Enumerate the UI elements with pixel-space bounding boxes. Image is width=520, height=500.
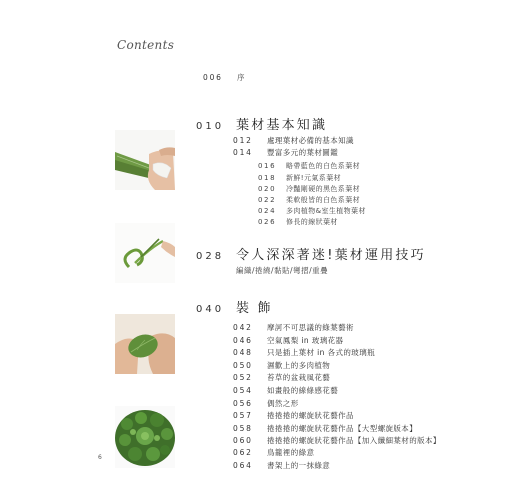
section-page-number: 010 <box>196 121 225 132</box>
entry-page-number: 046 <box>233 336 253 345</box>
entry-page-number: 020 <box>258 185 277 193</box>
toc-entry-preface[interactable] <box>203 72 245 83</box>
toc-entry[interactable] <box>233 385 338 396</box>
toc-entry[interactable] <box>233 460 330 471</box>
entry-title: 捲捲捲的螺旋狀花藝作品 <box>267 411 354 420</box>
entry-title: 豐富多元的葉材圖鑑 <box>267 148 339 157</box>
toc-entry[interactable] <box>233 335 343 346</box>
toc-subentry[interactable] <box>258 161 360 171</box>
toc-entry[interactable] <box>233 423 417 434</box>
entry-title: 處理葉材必備的基本知識 <box>267 136 354 145</box>
page-number-label: 006 <box>203 73 223 82</box>
contents-heading: Contents <box>117 38 175 52</box>
photo-curled-leaf <box>115 223 175 283</box>
toc-subentry[interactable] <box>258 184 360 194</box>
entry-title: 略帶藍色的白色系葉材 <box>286 162 360 170</box>
entry-page-number: 054 <box>233 386 253 395</box>
entry-page-number: 052 <box>233 373 253 382</box>
section-title: 令人深深著迷!葉材運用技巧 <box>236 248 426 263</box>
entry-title: 新鮮!元氣系葉材 <box>286 174 342 182</box>
entry-page-number: 057 <box>233 411 253 420</box>
toc-subentry[interactable] <box>258 217 338 227</box>
entry-title: 柔軟般皆的白色系葉材 <box>286 196 360 204</box>
page-number: 6 <box>98 454 102 461</box>
entry-page-number: 056 <box>233 399 253 408</box>
photo-hand-with-leaves <box>115 130 175 190</box>
toc-subentry[interactable] <box>258 195 360 205</box>
entry-title: 空氣鳳梨 in 玻璃花器 <box>267 336 344 345</box>
entry-title: 冷豔剛硬的黑色系葉材 <box>286 185 360 193</box>
entry-title: 只是插上葉材 in 各式的玻璃瓶 <box>267 348 376 357</box>
photo-hands-with-leaf <box>115 314 175 374</box>
section-page-number: 040 <box>196 304 225 315</box>
toc-subentry[interactable] <box>258 206 366 216</box>
toc-entry[interactable] <box>233 435 441 446</box>
entry-page-number: 022 <box>258 196 277 204</box>
entry-title: 濕歡上的多肉植物 <box>267 361 331 370</box>
toc-entry[interactable] <box>233 147 338 158</box>
entry-page-number: 016 <box>258 162 277 170</box>
entry-title: 序 <box>237 73 245 82</box>
toc-subentry[interactable] <box>258 173 341 183</box>
entry-title: 摩訶不可思議的綠葉藝術 <box>267 323 354 332</box>
entry-page-number: 018 <box>258 174 277 182</box>
entry-page-number: 050 <box>233 361 253 370</box>
toc-entry[interactable] <box>233 447 314 458</box>
toc-entry[interactable] <box>233 347 375 358</box>
toc-section-3[interactable] <box>196 297 273 316</box>
entry-page-number: 048 <box>233 348 253 357</box>
entry-title: 如畫般的線條感花藝 <box>267 386 339 395</box>
photo-moss-succulent-wreath <box>115 406 175 468</box>
entry-title: 鳥籠裡的綠意 <box>267 448 315 457</box>
toc-entry[interactable] <box>233 322 354 333</box>
toc-entry[interactable] <box>233 398 299 409</box>
section-page-number: 028 <box>196 251 225 262</box>
toc-entry[interactable] <box>233 360 330 371</box>
entry-title: 捲捲捲的螺旋狀花藝作品【加入纖細葉材的版本】 <box>267 436 441 445</box>
entry-title: 多肉植物&室生植物葉材 <box>286 207 366 215</box>
entry-page-number: 064 <box>233 461 253 470</box>
entry-page-number: 042 <box>233 323 253 332</box>
toc-section-1[interactable] <box>196 114 327 133</box>
entry-page-number: 060 <box>233 436 253 445</box>
entry-page-number: 058 <box>233 424 253 433</box>
section-title: 裝 飾 <box>236 301 273 316</box>
entry-page-number: 024 <box>258 207 277 215</box>
toc-entry[interactable] <box>233 135 354 146</box>
toc-entry[interactable] <box>233 410 354 421</box>
section-title: 葉材基本知識 <box>236 118 328 133</box>
entry-title: 修長的線狀葉材 <box>286 218 338 226</box>
section-subtitle: 編織/捲繞/黏貼/彎摺/重疊 <box>236 266 329 275</box>
entry-title: 偶然之形 <box>267 399 299 408</box>
entry-page-number: 014 <box>233 148 253 157</box>
entry-title: 書架上的一抹綠意 <box>267 461 331 470</box>
toc-section-2[interactable] <box>196 244 426 263</box>
toc-entry[interactable] <box>233 372 330 383</box>
entry-title: 捲捲捲的螺旋狀花藝作品【大型螺旋版本】 <box>267 424 418 433</box>
entry-page-number: 026 <box>258 218 277 226</box>
entry-title: 苔草的盆栽風花藝 <box>267 373 331 382</box>
entry-page-number: 062 <box>233 448 253 457</box>
entry-page-number: 012 <box>233 136 253 145</box>
